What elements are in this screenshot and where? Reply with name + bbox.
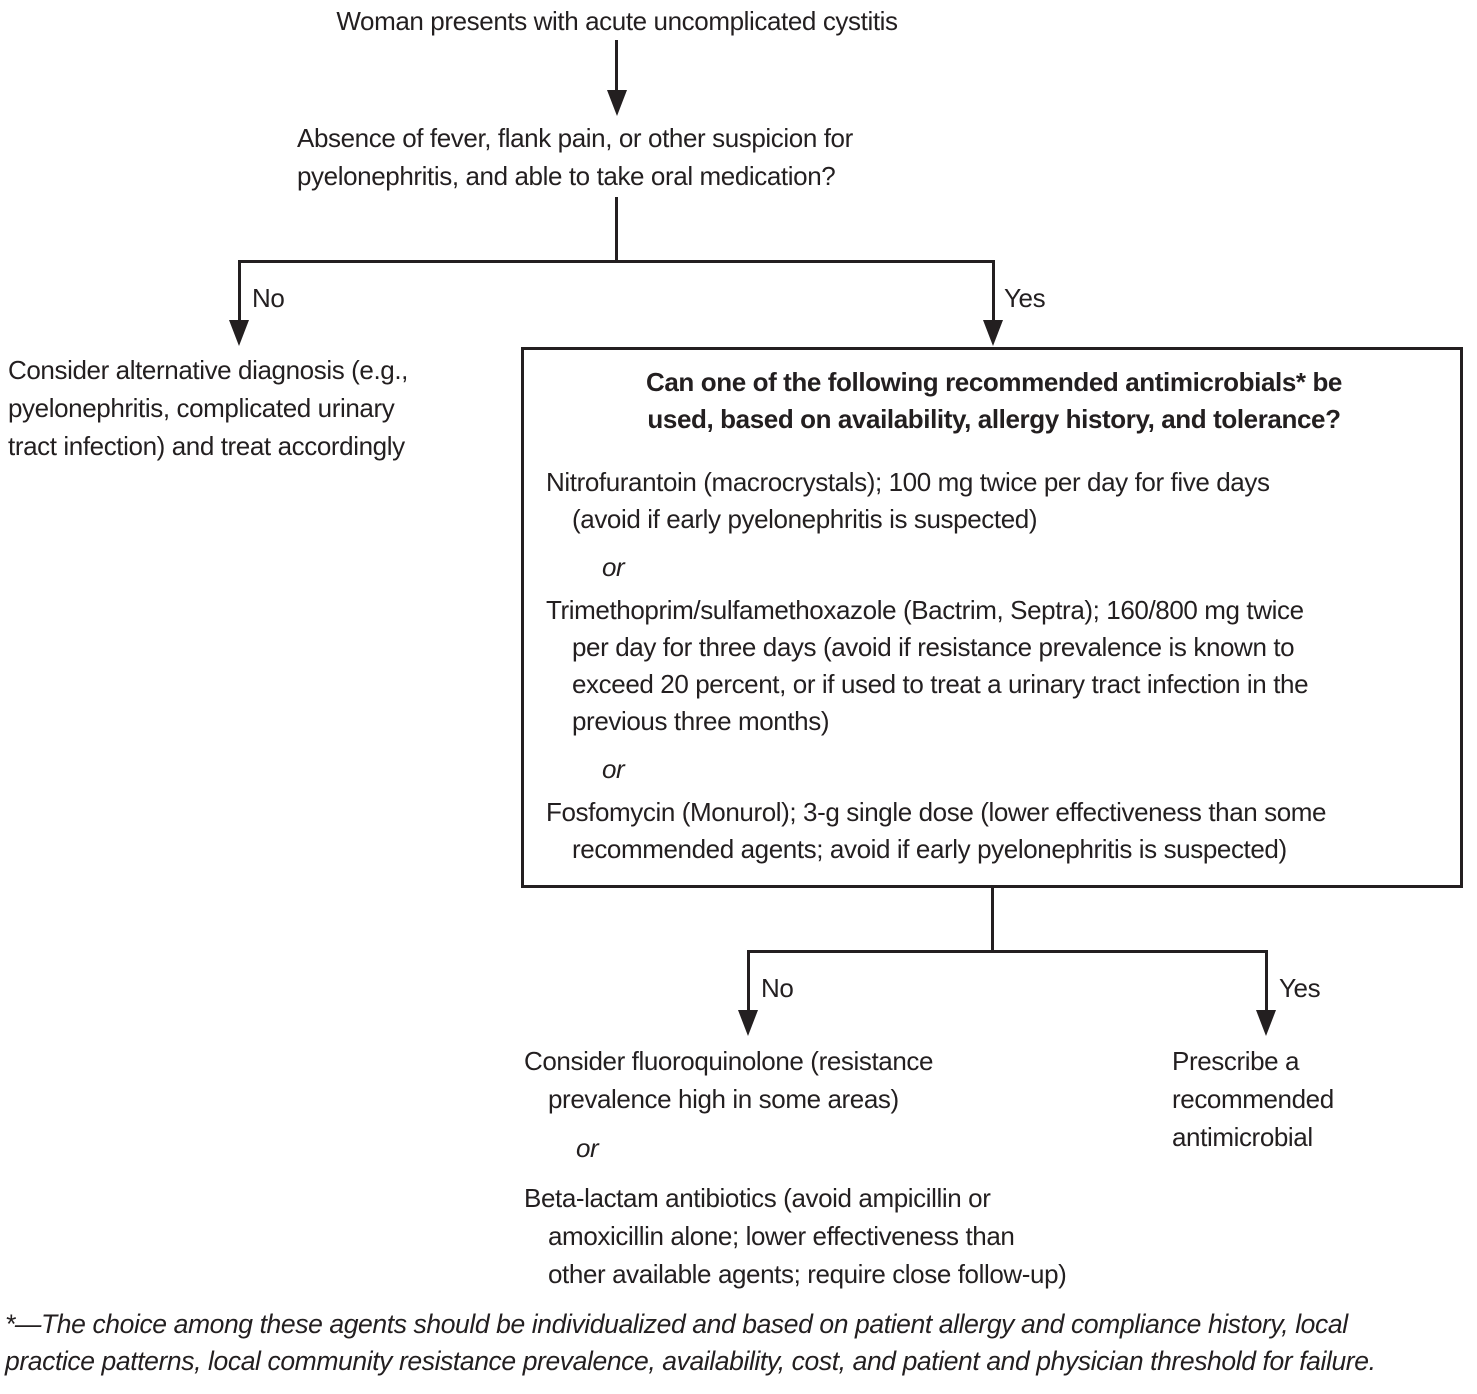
heading-line: Can one of the following recommended antimicrobials* be xyxy=(646,367,1342,397)
option-line: recommended agents; avoid if early pyelonephritis is suspected) xyxy=(572,834,1287,864)
option-line: Trimethoprim/sulfamethoxazole (Bactrim, Septra); 160/800 mg twice xyxy=(546,595,1304,625)
branch1-yes-label: Yes xyxy=(1004,283,1046,313)
second-line-agents-node xyxy=(524,1042,1066,1293)
question-line: Absence of fever, flank pain, or other suspicion for xyxy=(297,123,853,153)
branch1-no-label: No xyxy=(252,283,285,313)
option-line: previous three months) xyxy=(572,706,830,736)
connector-branch1-yes xyxy=(992,260,995,322)
option-line: Fosfomycin (Monurol); 3-g single dose (lower effectiveness than some xyxy=(546,797,1327,827)
fluoroquinolone-line: prevalence high in some areas) xyxy=(548,1084,899,1114)
option-line: exceed 20 percent, or if used to treat a urinary tract infection in the xyxy=(572,669,1309,699)
arrow-down-icon xyxy=(983,320,1003,346)
antimicrobials-box-heading xyxy=(546,364,1442,438)
footnote xyxy=(5,1306,1473,1380)
connector-branch2-no xyxy=(747,950,750,1012)
arrow-down-icon xyxy=(607,90,627,116)
question-node-pyelonephritis xyxy=(297,119,853,195)
branch2-yes-label: Yes xyxy=(1279,973,1321,1003)
beta-lactam-line: other available agents; require close follow-up) xyxy=(548,1259,1067,1289)
prescribe-line: antimicrobial xyxy=(1172,1122,1313,1152)
beta-lactam-line: Beta-lactam antibiotics (avoid ampicillin or xyxy=(524,1183,991,1213)
alternative-diagnosis-line: pyelonephritis, complicated urinary xyxy=(8,393,395,423)
or-separator: or xyxy=(602,552,625,582)
connector-branch2-horizontal xyxy=(747,950,1268,953)
connector-branch1-no xyxy=(238,260,241,322)
option-trimethoprim-sulfamethoxazole xyxy=(546,592,1442,740)
option-line: Nitrofurantoin (macrocrystals); 100 mg twice per day for five days xyxy=(546,467,1270,497)
prescribe-node xyxy=(1172,1042,1334,1156)
option-line: per day for three days (avoid if resistance prevalence is known to xyxy=(572,632,1295,662)
footnote-line: practice patterns, local community resistance prevalence, availability, cost, and patient and physician threshold for failure. xyxy=(5,1346,1376,1376)
alternative-diagnosis-line: tract infection) and treat accordingly xyxy=(8,431,405,461)
arrow-down-icon xyxy=(1256,1010,1276,1036)
or-separator: or xyxy=(602,754,625,784)
heading-line: used, based on availability, allergy history, and tolerance? xyxy=(647,404,1341,434)
footnote-line: *—The choice among these agents should be individualized and based on patient allergy and compliance history, local xyxy=(5,1309,1348,1339)
alternative-diagnosis-node xyxy=(8,351,408,465)
connector-box-stem xyxy=(991,885,994,952)
question-line: pyelonephritis, and able to take oral medication? xyxy=(297,161,836,191)
beta-lactam-line: amoxicillin alone; lower effectiveness than xyxy=(548,1221,1015,1251)
start-node-text: Woman presents with acute uncomplicated cystitis xyxy=(336,6,898,36)
or-separator: or xyxy=(576,1133,599,1163)
alternative-diagnosis-line: Consider alternative diagnosis (e.g., xyxy=(8,355,408,385)
fluoroquinolone-line: Consider fluoroquinolone (resistance xyxy=(524,1046,934,1076)
prescribe-line: recommended xyxy=(1172,1084,1334,1114)
option-nitrofurantoin xyxy=(546,464,1442,538)
arrow-down-icon xyxy=(738,1010,758,1036)
prescribe-line: Prescribe a xyxy=(1172,1046,1300,1076)
option-line: (avoid if early pyelonephritis is suspected) xyxy=(572,504,1038,534)
connector-start-to-question xyxy=(615,40,618,92)
branch2-no-label: No xyxy=(761,973,794,1003)
connector-question-stem xyxy=(615,197,618,263)
connector-branch1-horizontal xyxy=(238,260,995,263)
option-fosfomycin xyxy=(546,794,1442,868)
connector-branch2-yes xyxy=(1265,950,1268,1012)
arrow-down-icon xyxy=(229,320,249,346)
antimicrobials-box xyxy=(521,347,1463,888)
